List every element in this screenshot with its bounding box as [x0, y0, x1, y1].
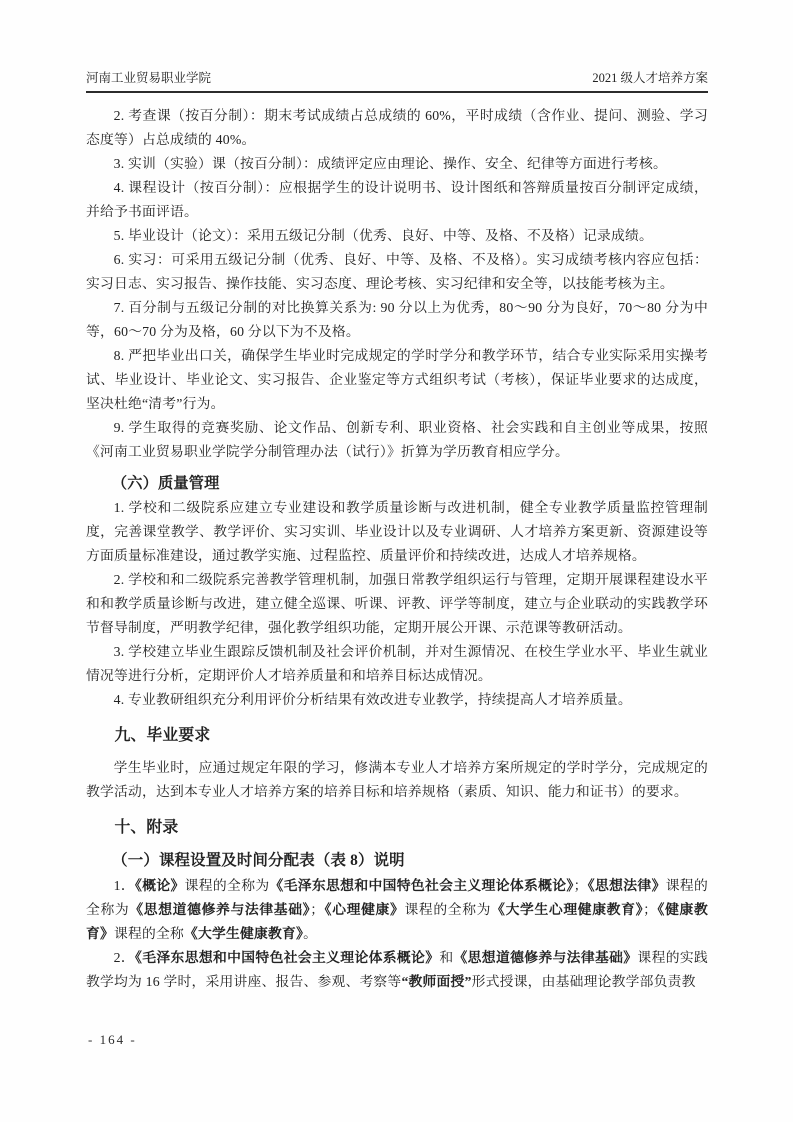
quality-item-2: 2. 学校和和二级院系完善教学管理机制，加强日常教学组织运行与管理，定期开展课程建设水平和和教学质量诊断与改进，建立健全巡课、听课、评教、评学等制度，建立与企业联动的实践教学环节督导制度，严明教学纪律，强化教学组织功能，定期开展公开课、示范课等教研活动。	[86, 572, 708, 635]
assessment-item-5: 5. 毕业设计（论文）：采用五级记分制（优秀、良好、中等、及格、不及格）记录成绩。	[113, 228, 653, 243]
assessment-item-8: 8. 严把毕业出口关，确保学生毕业时完成规定的学时学分和教学环节，结合专业实际采用实操考试、毕业设计、毕业论文、实习报告、企业鉴定等方式组织考试（考核），保证毕业要求的达成度，坚决杜绝“清考”行为。	[86, 348, 708, 411]
page-header	[86, 70, 708, 93]
assessment-item-9: 9. 学生取得的竞赛奖励、论文作品、创新专利、职业资格、社会实践和自主创业等成果，按照《河南工业贸易职业学院学分制管理办法（试行）》折算为学历教育相应学分。	[86, 420, 708, 459]
quality-item-4: 4. 专业教研组织充分利用评价分析结果有效改进专业教学，持续提高人才培养质量。	[113, 692, 632, 707]
section-heading-graduation-requirements: 九、毕业要求	[114, 727, 211, 744]
quality-item-3: 3. 学校建立毕业生跟踪反馈机制及社会评价机制，并对生源情况、在校生学业水平、毕业生就业情况等进行分析，定期评价人才培养质量和和培养目标达成情况。	[86, 644, 708, 683]
section-heading-appendix: 十、附录	[114, 819, 179, 836]
assessment-item-7: 7. 百分制与五级记分制的对比换算关系为: 90 分以上为优秀，80～90 分为良好，70～80 分为中等，60～70 分为及格，60 分以下为不及格。	[86, 300, 708, 339]
assessment-item-3: 3. 实训（实验）课（按百分制）：成绩评定应由理论、操作、安全、纪律等方面进行考核。	[113, 156, 667, 171]
assessment-item-2: 2. 考查课（按百分制）：期末考试成绩占总成绩的 60%，平时成绩（含作业、提问、测验、学习态度等）占总成绩的 40%。	[86, 108, 708, 147]
assessment-item-6: 6. 实习：可采用五级记分制（优秀、良好、中等、及格、不及格）。实习成绩考核内容应包括：实习日志、实习报告、操作技能、实习态度、理论考核、实习纪律和安全等，以技能考核为主。	[86, 252, 708, 291]
page-number: - 164 -	[88, 1032, 137, 1047]
appendix-subheading-course-table: （一）课程设置及时间分配表（表 8）说明	[112, 852, 405, 869]
page-footer	[88, 1032, 137, 1048]
assessment-item-4: 4. 课程设计（按百分制）：应根据学生的设计说明书、设计图纸和答辩质量按百分制评定成绩，并给予书面评语。	[86, 180, 708, 219]
appendix-note-1: 1．《概论》课程的全称为《毛泽东思想和中国特色社会主义理论体系概论》；《思想法律》课程的全称为《思想道德修养与法律基础》；《心理健康》课程的全称为《大学生心理健康教育》；《健康教育》课程的全称《大学生健康教育》。	[86, 878, 709, 941]
header-school-name: 河南工业贸易职业学院	[86, 71, 212, 85]
graduation-paragraph: 学生毕业时，应通过规定年限的学习，修满本专业人才培养方案所规定的学时学分，完成规定的教学活动，达到本专业人才培养方案的培养目标和培养规格（素质、知识、能力和证书）的要求。	[86, 760, 708, 799]
appendix-note-2: 2．《毛泽东思想和中国特色社会主义理论体系概论》和《思想道德修养与法律基础》课程的实践教学均为 16 学时，采用讲座、报告、参观、考察等“教师面授”形式授课，由基础理论教学部负责教	[86, 950, 709, 989]
quality-item-1: 1. 学校和二级院系应建立专业建设和教学质量诊断与改进机制，健全专业教学质量监控管理制度，完善课堂教学、教学评价、实习实训、毕业设计以及专业调研、人才培养方案更新、资源建设等方面质量标准建设，通过教学实施、过程监控、质量评价和持续改进，达成人才培养规格。	[86, 500, 708, 563]
section-heading-quality-management: （六）质量管理	[111, 475, 220, 492]
document-body	[86, 104, 708, 994]
header-plan-title: 2021 级人才培养方案	[592, 71, 708, 85]
